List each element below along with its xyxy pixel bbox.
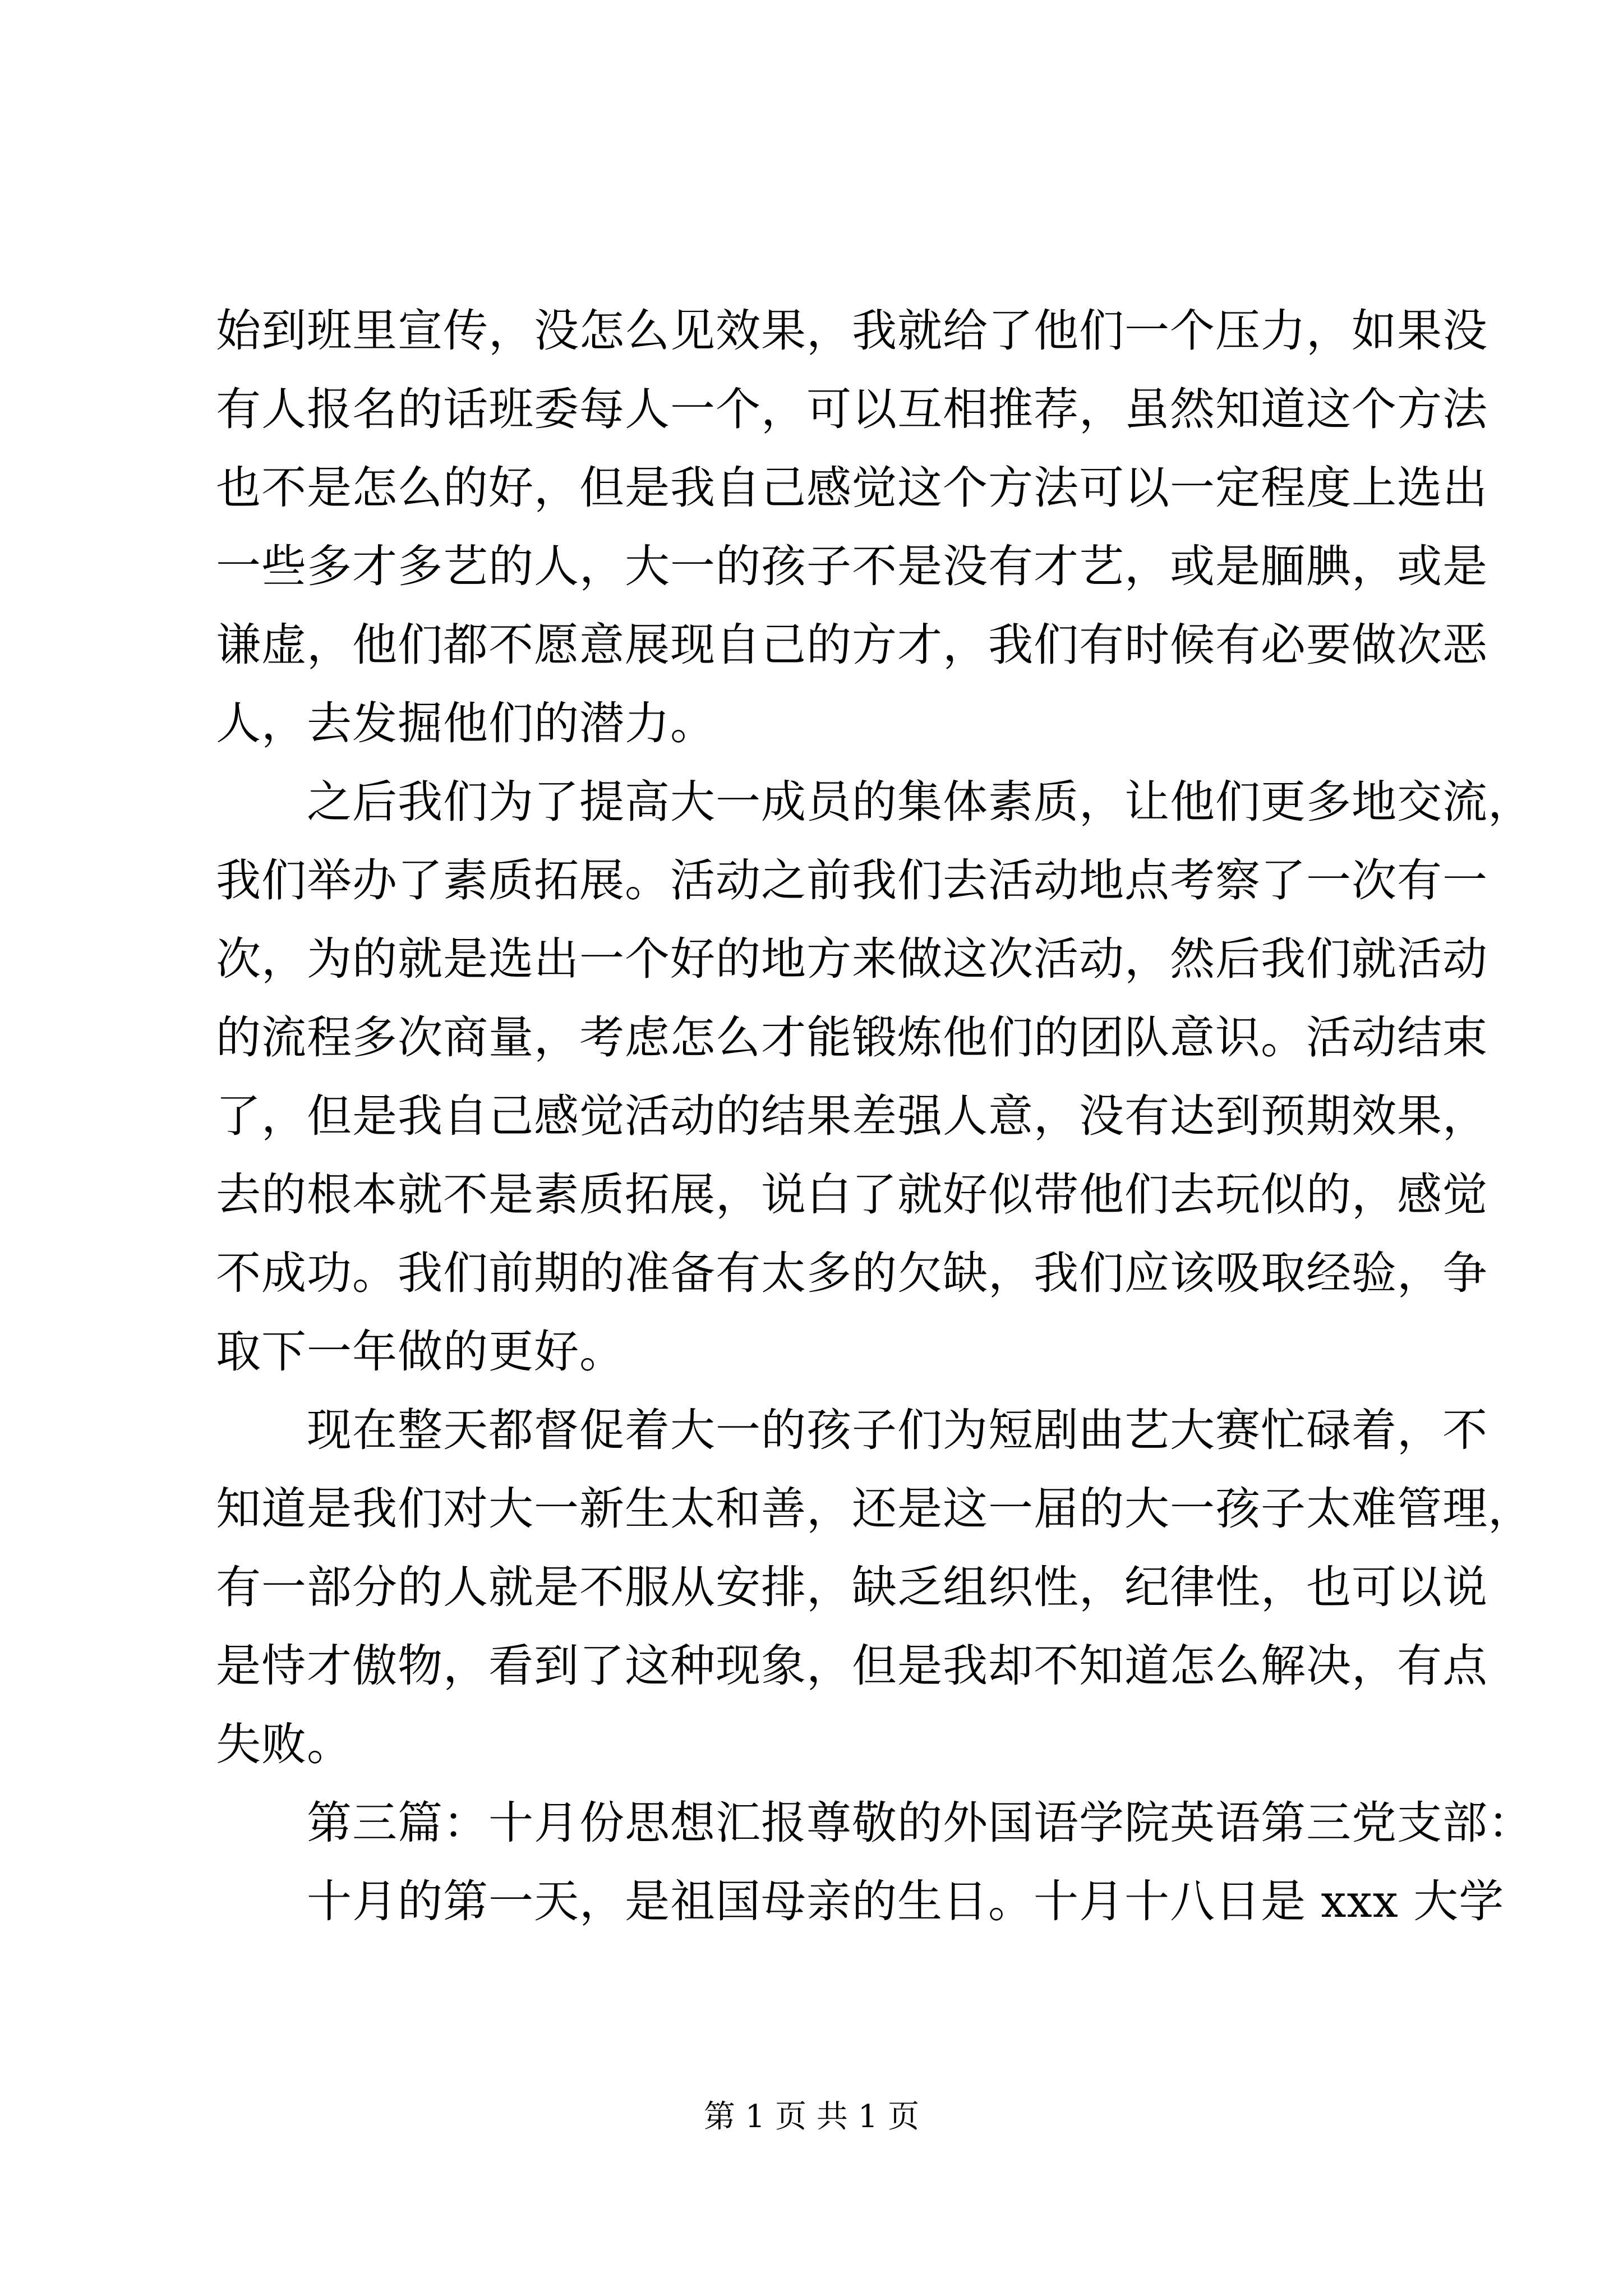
text-line: 了，但是我自己感觉活动的结果差强人意，没有达到预期效果，	[216, 1090, 1488, 1142]
text-line: 的流程多次商量，考虑怎么才能锻炼他们的团队意识。活动结束	[216, 1011, 1488, 1064]
text-line: 始到班里宣传，没怎么见效果，我就给了他们一个压力，如果没	[216, 305, 1488, 357]
text-line: 十月的第一天，是祖国母亲的生日。十月十八日是 xxx 大学	[216, 1875, 1505, 1927]
text-line: 去的根本就不是素质拓展，说白了就好似带他们去玩似的，感觉	[216, 1168, 1488, 1221]
text-line: 不成功。我们前期的准备有太多的欠缺，我们应该吸取经验，争	[216, 1247, 1488, 1299]
text-line: 人，去发掘他们的潜力。	[216, 697, 716, 749]
text-line: 有人报名的话班委每人一个，可以互相推荐，虽然知道这个方法	[216, 383, 1488, 435]
text-line: 取下一年做的更好。	[216, 1326, 625, 1378]
text-line: 之后我们为了提高大一成员的集体素质，让他们更多地交流，	[216, 776, 1533, 828]
text-line: 有一部分的人就是不服从安排，缺乏组织性，纪律性，也可以说	[216, 1561, 1488, 1613]
text-line: 知道是我们对大一新生太和善，还是这一届的大一孩子太难管理，	[216, 1483, 1533, 1535]
text-line: 也不是怎么的好，但是我自己感觉这个方法可以一定程度上选出	[216, 462, 1488, 514]
text-line: 谦虚，他们都不愿意展现自己的方才，我们有时候有必要做次恶	[216, 619, 1488, 671]
text-line: 一些多才多艺的人，大一的孩子不是没有才艺，或是腼腆，或是	[216, 540, 1488, 592]
text-line: 我们举办了素质拓展。活动之前我们去活动地点考察了一次有一	[216, 854, 1488, 907]
section-heading-line: 第三篇：十月份思想汇报尊敬的外国语学院英语第三党支部：	[216, 1797, 1533, 1849]
page-number-footer: 第 1 页 共 1 页	[703, 2099, 920, 2135]
text-line: 现在整天都督促着大一的孩子们为短剧曲艺大赛忙碌着，不	[216, 1404, 1488, 1456]
text-line: 次，为的就是选出一个好的地方来做这次活动，然后我们就活动	[216, 933, 1488, 985]
text-line: 失败。	[216, 1718, 352, 1770]
text-line: 是恃才傲物，看到了这种现象，但是我却不知道怎么解决，有点	[216, 1640, 1488, 1692]
